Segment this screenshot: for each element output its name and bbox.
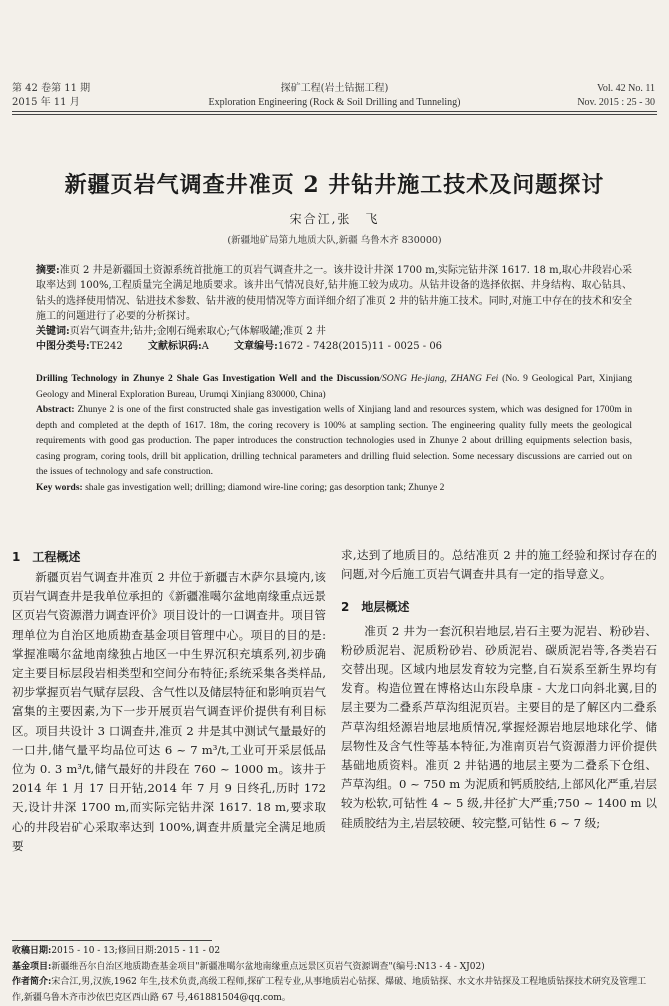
- article-number: 1672 - 7428(2015)11 - 0025 - 06: [277, 341, 443, 353]
- abstract-en: [36, 372, 632, 496]
- author-bio-label: 作者简介:: [12, 977, 52, 988]
- article-number-label: 文章编号:: [234, 341, 278, 353]
- footnote-rule: [12, 940, 212, 941]
- document-code: A: [201, 341, 209, 353]
- header-left: [12, 82, 142, 110]
- section-2-paragraph: 准页 2 井为一套沉积岩地层,岩石主要为泥岩、粉砂岩、粉砂质泥岩、泥质粉砂岩、砂质泥岩、碳质泥岩等,各类岩石交替出现。区域内地层发育较为完整,自石炭系至新生界均有发育。构造位置在博格达山东段阜康 - 大龙口向斜北翼,目的层主要为二叠系芦草沟组泥页岩。主要目的是了解区内二叠系芦草沟组烃源岩地层地质情况,掌握烃源岩地层地球化学、储层物性及含气性等基本特征,为准南页岩气资源潜力评价提供基础地质资料。准页 2 井钻遇的地层主要为二叠系下仓组、芦草沟组。0 ~ 750 m 为泥质和钙质胶结,上部风化严重,岩层较为松软,可钻性 4 ~ 5 级,井径扩大严重;750 ~ 1400 m 以硅质胶结为主,岩层较硬、较完整,可钻性 6 ~ 7 级;: [341, 623, 657, 830]
- header-rule-bottom: [12, 114, 657, 115]
- received-date: 2015 - 10 - 13;修回日期:2015 - 11 - 02: [51, 946, 221, 956]
- abstract-cn-label: 摘要:: [36, 265, 60, 276]
- header-center: [150, 82, 519, 110]
- fund-label: 基金项目:: [12, 961, 52, 972]
- section-1-heading: 1 工程概述: [12, 550, 81, 564]
- abstract-cn: [36, 263, 632, 355]
- document-code-label: 文献标识码:: [147, 341, 202, 353]
- footnote: [12, 944, 657, 1006]
- keywords-cn-label: 关键词:: [36, 326, 70, 338]
- journal-name-cn: 探矿工程(岩土钻掘工程): [280, 83, 389, 94]
- author-bio-text: 宋合江,男,汉族,1962 年生,技术负责,高级工程师,探矿工程专业,从事地质岩心钻探、爆破、地质钻探、水文水井钻探及工程地质钻探技术研究及管理工作,新疆乌鲁木齐市沙依巴克区西山路 67 号,461881504@qq.com。: [12, 977, 647, 1003]
- abstract-en-text: Zhunye 2 is one of the first constructed shale gas investigation wells of Xinjiang land and resources system, which was designed for 1700m in depth and completed at the depth of 1617. 18m, the coring recovery is 100% at sampling section. The engineering quality fully meets the geological requirements with good gas production. The paper introduces the construction technologies used in Zhunye 2 about drilling equipments selection basis, casing program, coring tools, drill bit application, drilling technical parameters and drilling fluid selection. Some necessary discussions are carried out on the issues of technology and safe construction.: [36, 405, 632, 477]
- abstract-cn-text: 准页 2 井是新疆国土资源系统首批施工的页岩气调查井之一。该井设计井深 1700 m,实际完钻井深 1617. 18 m,取心井段岩心采取率达到 100%,工程质量完全满足地质要求。该井出气情况良好,钻井施工较为成功。从钻井设备的选择依据、井身结构、取心钻具、钻头的选择使用情况、钻进技术参数、钻井液的使用情况等方面详细介绍了准页 2 井的钻井施工技术。同时,对施工中存在的技术和安全施工的问题进行了必要的分析探讨。: [36, 265, 632, 322]
- classification-label: 中图分类号:: [36, 341, 90, 353]
- paper-title: 新疆页岩气调查井准页 2 井钻井施工技术及问题探讨: [64, 172, 605, 198]
- keywords-en: shale gas investigation well; drilling; diamond wire-line coring; gas desorption tank; Zhunye 2: [85, 482, 445, 493]
- english-affiliation: (No. 9 Geological Part, Xinjiang Geology and Mineral Exploration Bureau, Urumqi Xinjiang 830000, China): [36, 374, 633, 400]
- english-title: Drilling Technology in Zhunye 2 Shale Gas Investigation Well and the Discussion: [36, 374, 380, 384]
- header-right: [527, 82, 655, 110]
- received-label: 收稿日期:: [12, 946, 52, 956]
- english-authors: /SONG He-jiang, ZHANG Fei: [379, 374, 499, 384]
- journal-date: 2015 年 11 月: [12, 97, 80, 108]
- paper-authors: 宋合江,张 飞: [289, 212, 380, 226]
- keywords-en-label: Key words:: [36, 482, 83, 493]
- paper-affiliation: (新疆地矿局第九地质大队,新疆 乌鲁木齐 830000): [227, 235, 442, 246]
- journal-volume: 第 42 卷第 11 期: [12, 83, 91, 94]
- right-column: [341, 546, 657, 936]
- section-1-continuation: 求,达到了地质目的。总结准页 2 井的施工经验和探讨存在的问题,对今后施工页岩气调查井具有一定的指导意义。: [341, 548, 657, 582]
- page-range: Nov. 2015 : 25 - 30: [577, 97, 655, 108]
- section-2-heading: 2 地层概述: [341, 600, 410, 615]
- abstract-en-label: Abstract:: [36, 405, 75, 415]
- journal-volume-en: Vol. 42 No. 11: [596, 83, 655, 94]
- header-rule-top: [12, 111, 657, 112]
- journal-name-en: Exploration Engineering (Rock & Soil Drilling and Tunneling): [208, 97, 461, 108]
- section-1-body: [12, 568, 326, 936]
- fund-text: 新疆维吾尔自治区地质勘查基金项目"新疆准噶尔盆地南缘重点远景区页岩气资源调查"(编号:N13 - 4 - XJ02): [51, 961, 485, 972]
- section-1-paragraph: 新疆页岩气调查井准页 2 井位于新疆吉木萨尔县境内,该页岩气调查井是我单位承担的《新疆准噶尔盆地南缘重点远景区页岩气资源潜力调查评价》项目设计的一口调查井。项目管理单位为自治区地质勘查基金项目管理中心。项目的目的是:掌握准噶尔盆地南缘独占地区一中生界沉积充填系列,初步确定主要目标层段岩相类型和空间分布特征;系统采集各类样品,初步掌握页岩气赋存层段、含气性以及储层特征和影响页岩气富集的主要因素,为下一步开展页岩气调查评价提供有利目标区。项目共设计 3 口调查井,准页 2 井是其中测试气量最好的一口井,储气量平均品位可达 6 ~ 7 m³/t,工业可开采层低品位为 0. 3 m³/t,储气最好的井段在 760 ~ 1000 m。该井于 2014 年 1 月 17 日开钻,2014 年 7 月 9 日终孔,历时 172 天,设计井深 1700 m,而实际完钻井深 1617. 18 m,要求取心的井段岩矿心采取率达到 100%,调查井质量完全满足地质要: [12, 570, 326, 853]
- keywords-cn: 页岩气调查井;钻井;金刚石绳索取心;气体解吸罐;准页 2 井: [69, 326, 326, 338]
- classification-code: TE242: [89, 341, 123, 353]
